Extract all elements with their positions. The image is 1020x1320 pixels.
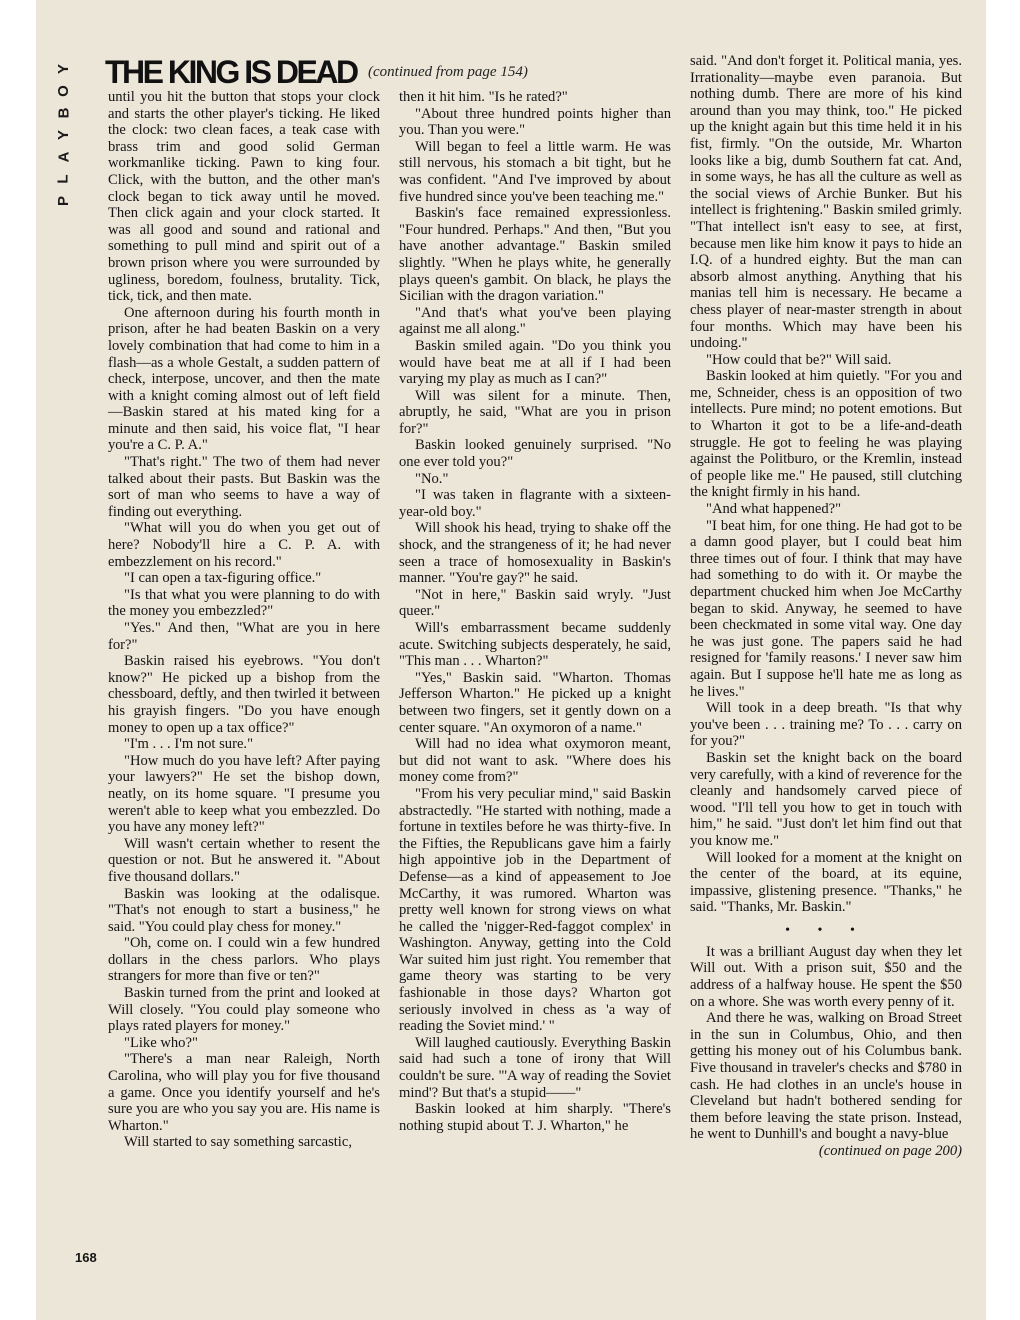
- paragraph: "And what happened?": [706, 501, 842, 518]
- page-number: 168: [75, 1250, 97, 1265]
- text-column-3: [690, 53, 962, 1160]
- paragraph: Will began to feel a little warm. He was still nervous, his stomach a bit tight, but he was confident. "And I've improved by about five hundred since you've been teaching me.": [399, 138, 671, 205]
- spine-letter: L: [54, 174, 72, 184]
- paragraph: Will's embarrassment became suddenly acute. Switching subjects desperately, he said, "This man . . . Wharton?": [399, 620, 671, 670]
- paragraph: "I can open a tax-figuring office.": [124, 570, 322, 587]
- paragraph: Will wasn't certain whether to resent the question or not. But he answered it. "About five thousand dollars.": [108, 835, 380, 885]
- continued-on-note: (continued on page 200): [818, 1143, 962, 1159]
- paragraph: "How could that be?" Will said.: [706, 351, 892, 368]
- paragraph: "Yes." And then, "What are you in here for?": [108, 620, 380, 653]
- paragraph: Will had no idea what oxymoron meant, but did not want to ask. "Where does his money come from?": [399, 736, 671, 786]
- paragraph: "Like who?": [124, 1034, 198, 1051]
- paragraph: Baskin looked genuinely surprised. "No one ever told you?": [399, 437, 671, 471]
- paragraph: "Yes," Baskin said. "Wharton. Thomas Jefferson Wharton." He picked up a knight between two fingers, set it gently down on a center square. "An oxymoron of a name.": [399, 669, 671, 736]
- spine-letter: A: [55, 151, 72, 163]
- paragraph: Will was silent for a minute. Then, abruptly, he said, "What are you in prison for?": [399, 387, 671, 437]
- paragraph: "I was taken in flagrante with a sixteen-year-old boy.": [399, 487, 671, 520]
- magazine-name-vertical: [50, 58, 78, 212]
- paragraph: "What will you do when you get out of here? Nobody'll hire a C. P. A. with embezzlement on his record.": [108, 520, 380, 570]
- paragraph: "There's a man near Raleigh, North Carolina, who will play you for five thousand a game. Once you identify yourself and he's sure you are who you say you are. His name is Wharton.": [108, 1051, 380, 1134]
- paragraph: Will looked for a moment at the knight on the center of the board, at its equine, impassive, glistening presence. "Thanks," he said. "Thanks, Mr. Baskin.": [690, 849, 962, 916]
- paragraph: "That's right." The two of them had never talked about their pasts. But Baskin was the sort of man who seems to have a way of finding out everything.: [108, 454, 380, 520]
- paragraph: "I beat him, for one thing. He had got to be a damn good player, but I could beat him three times out of four. I think that may have had something to do with it. Or maybe the department chucked him when Joe McCarthy began to skid. Anyway, he seemed to have been checkmated in some vital way. One day he was just gone. The papers said he had resigned for 'family reasons.' I never saw him again. But I suppose he'll hate me as long as he lives.": [690, 517, 962, 700]
- paragraph: Baskin set the knight back on the board very carefully, with a kind of reverence for the cleanly and handsomely carved piece of wood. "I'll tell you how to get in touch with him," he said. "Just don't let him find out that you know me.": [690, 749, 962, 849]
- paragraph: "How much do you have left? After paying your lawyers?" He set the bishop down, neatly, on its home square. "I presume you weren't able to keep what you embezzled. Do you have any money left?": [108, 752, 380, 836]
- paragraph: Baskin was looking at the odalisque. "That's not enough to start a business," he said. "You could play chess for money.": [108, 885, 380, 935]
- paragraph: "I'm . . . I'm not sure.": [124, 736, 254, 753]
- paragraph: "From his very peculiar mind," said Baskin abstractedly. "He started with nothing, made a fortune in textiles before he was thirty-five. In the Fifties, the Republicans gave him a fairly high appointive job in the Department of Defense—as a kind of appeasement to Joe McCarthy, it was rumored. Wharton was pretty well known for strong views on what he called the 'nigger-Red-faggot complex' in Washington. Anyway, getting into the Cold War suited him just right. You remember that game theory was starting to be very fashionable in those days? Wharton got seriously involved in chess as 'a way of reading the Soviet mind.' ": [399, 785, 671, 1035]
- paragraph: "No.": [415, 470, 449, 487]
- text-column-1: [108, 89, 380, 1151]
- spine-letter: O: [54, 85, 72, 97]
- paragraph: "Oh, come on. I could win a few hundred dollars in the chess parlors. Who plays strangers for more than five or ten?": [108, 935, 380, 985]
- paragraph: It was a brilliant August day when they let Will out. With a prison suit, $50 and the address of a halfway house. He spent the $50 on a whore. She was worth every penny of it.: [690, 943, 962, 1010]
- paragraph: "Is that what you were planning to do with the money you embezzled?": [108, 586, 380, 620]
- paragraph: until you hit the button that stops your clock and starts the other player's ticking. He liked the clock: two clean faces, a teak case with brass trim and good solid German workmanlike ticking. Pawn to king four. Click, with the button, and the other man's clock began to tick away until he moved. Then click again and your clock started. It was all good and sound and rational and something to pull mind and spirit out of a brown prison where you were surrounded by ugliness, boredom, foulness, brutality. Tick, tick, tick, and then mate.: [108, 89, 380, 305]
- section-break: • • •: [785, 922, 867, 938]
- spine-letter: P: [54, 195, 72, 207]
- paragraph: One afternoon during his fourth month in prison, after he had beaten Baskin on a very lovely combination that had come to him in a flash—as a whole Gestalt, a sudden pattern of check, interpose, uncover, and then the mate with a knight coming almost out of left field—Baskin stared at his mated king for a minute and then said, his voice flat, "I hear you're a C. P. A.": [108, 304, 380, 454]
- paragraph: Baskin looked at him quietly. "For you and me, Schneider, chess is an opposition of two intellects. Pure mind; no potent emotions. But to Wharton it got to be a life-and-death struggle. He got to feeling he was playing against the Politburo, or the Kremlin, instead of people like me." He paused, still clutching the knight firmly in his hand.: [690, 368, 962, 501]
- paragraph: "And that's what you've been playing against me all along.": [399, 304, 671, 338]
- story-title: THE KING IS DEAD: [105, 54, 357, 90]
- text-column-2: [399, 89, 671, 1134]
- paragraph: Will took in a deep breath. "Is that why you've been . . . training me? To . . . carry on for you?": [690, 700, 962, 750]
- spine-letter: Y: [54, 129, 72, 141]
- paragraph: Baskin turned from the print and looked at Will closely. "You could play someone who plays rated players for money.": [108, 985, 380, 1035]
- paragraph: And there he was, walking on Broad Street in the sun in Columbus, Ohio, and then getting his money out of his Columbus bank. Five thousand in traveler's checks and $780 in cash. He had clothes in an uncle's house in Cleveland but hadn't bothered sending for them before leaving the state prison. Instead, he went to Dunhill's and bought a navy-blue: [690, 1010, 962, 1143]
- spine-letter: B: [55, 107, 72, 119]
- paragraph: Will started to say something sarcastic,: [124, 1134, 352, 1151]
- paragraph: Baskin smiled again. "Do you think you would have beat me at all if I had been varying my play as much as I can?": [399, 337, 671, 388]
- paragraph: said. "And don't forget it. Political mania, yes. Irrationality—maybe even paranoia. But nothing dumb. There are more of his kind around than you may think, too." He picked up the knight again but this time held it in his fist, firmly. "On the outside, Mr. Wharton looks like a big, dumb Southern fat cat. And, in some ways, he has all the culture as well as the social views of Archie Bunker. But his intellect is frightening." Baskin smiled grimly. "That intellect isn't easy to see, at first, because men like him know it pays to hide an I.Q. of a hundred eighty. But the man can absorb almost anything. Anything that his manias tell him is necessary. He became a chess player of near-master strength in about four months. Which may have been his undoing.": [690, 53, 962, 352]
- paragraph: Will shook his head, trying to shake off the shock, and the strangeness of it; he had never seen a trace of homosexuality in Baskin's manner. "You're gay?" he said.: [399, 520, 671, 587]
- paragraph: Baskin looked at him sharply. "There's nothing stupid about T. J. Wharton," he: [399, 1101, 671, 1134]
- paragraph: Baskin's face remained expressionless. "Four hundred. Perhaps." And then, "But you have another advantage." Baskin smiled slightly. "When he plays white, he generally plays queen's gambit. On black, he plays the Sicilian with the dragon variation.": [399, 205, 671, 305]
- paragraph: "Not in here," Baskin said wryly. "Just queer.": [399, 586, 671, 620]
- spine-letter: Y: [54, 63, 72, 75]
- paragraph: then it hit him. "Is he rated?": [399, 89, 568, 105]
- paragraph: "About three hundred points higher than you. Than you were.": [399, 105, 671, 139]
- paragraph: Baskin raised his eyebrows. "You don't know?" He picked up a bishop from the chessboard, deftly, and then twirled it between his grayish fingers. "Do you have enough money to open up a tax office?": [108, 653, 380, 736]
- paragraph: Will laughed cautiously. Everything Baskin said had such a tone of irony that Will couldn't be sure. "'A way of reading the Soviet mind'? But that's a stupid——": [399, 1034, 671, 1101]
- continued-from-note: (continued from page 154): [368, 64, 528, 80]
